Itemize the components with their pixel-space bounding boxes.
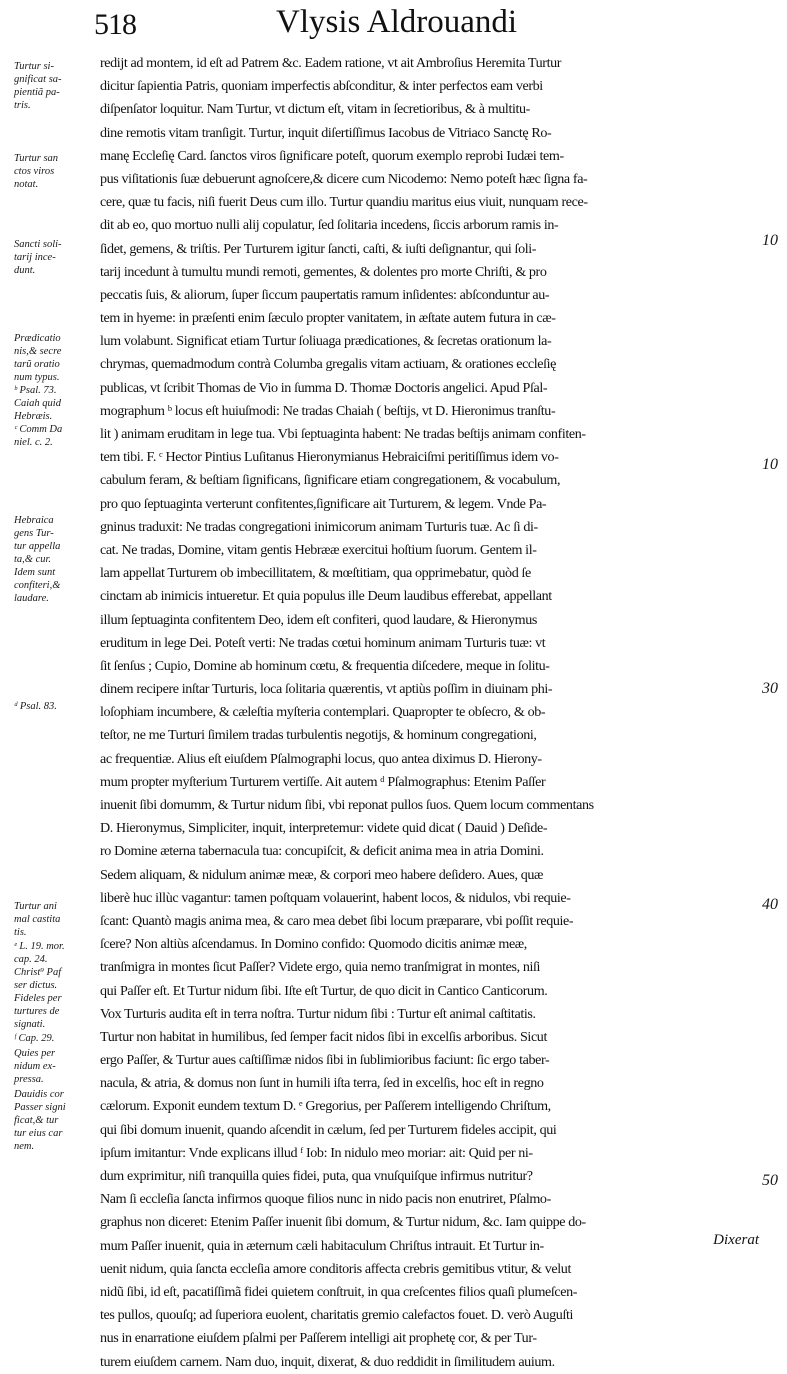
margin-note-quies [14, 1047, 98, 1086]
margin-note-line: Hebraica [14, 515, 54, 526]
text-line: D. Hieronymus, Simpliciter, inquit, interpretemur: videte quid dicat ( Dauid ) Deſide- [100, 820, 548, 837]
text-line: turem eiuſdem carnem. Nam duo, inquit, dixerat, & duo reddidit in ſimilitudem auium. [100, 1353, 555, 1370]
text-line: dum exprimitur, niſi tranquilla quies fidei, puta, qua vnuſquiſque infirmus nutritur? [100, 1168, 533, 1184]
text-line: ro Domine æterna tabernacula tua: concupiſcit, & deficit anima mea in atria Domini. [100, 843, 544, 860]
margin-note-line: laudare. [14, 593, 49, 604]
text-line: gninus traduxit: Ne tradas congregationi inimicorum animam Turturis tuæ. Ac ſi di- [100, 518, 538, 535]
margin-note-line: tris. [14, 100, 31, 111]
margin-note-line: Turtur ani [14, 901, 57, 912]
margin-note-line: pientiã pa- [14, 87, 60, 98]
margin-note-line: tur appella [14, 541, 61, 552]
text-line: cere, quæ tu facis, niſi fuerit Deus cum illo. Turtur quandiu maritus eius viuit, nunquam rece- [100, 194, 588, 211]
text-line: Nam ſi eccleſia ſancta infirmos quoque filios nunc in nido pacis non enutriret, Pſalmo- [100, 1191, 551, 1208]
margin-note-line: turtures de [14, 1006, 60, 1017]
text-line: tarij incedunt à tumultu mundi remoti, gementes, & dolentes pro morte Chriſti, & pro [100, 263, 547, 280]
catchword: Dixerat [713, 1232, 759, 1248]
margin-note-cap-29 [14, 1032, 98, 1045]
text-line: uenit nidum, quia ſancta eccleſia amore conditoris affecta crebris gemitibus vtitur, & velut [100, 1260, 571, 1277]
text-line: tes pullos, quouſq; ad ſuperiora euolent, charitatis gremio calefactos fouet. D. verò Auguſti [100, 1307, 574, 1324]
margin-note-line: Quies per [14, 1048, 56, 1059]
margin-note-line: ficat,& tur [14, 1115, 59, 1126]
text-line: tranſmigra in montes ſicut Paſſer? Videte ergo, quia nemo tranſmigrat in montes, niſi [100, 959, 541, 976]
text-line: inuenit ſibi domumm, & Turtur nidum ſibi, vbi reponat pullos ſuos. Quem locum commentans [100, 797, 594, 813]
margin-note-praedicationis [14, 332, 98, 449]
margin-note-line: Sancti soli- [14, 239, 62, 250]
text-line: liberè huc illùc vagantur: tamen poſtquam volauerint, habent locos, & nidulos, vbi requie- [100, 889, 571, 906]
margin-note-line: Turtur san [14, 153, 59, 164]
margin-note-line: ᵉ L. 19. mor. [14, 941, 65, 952]
margin-note-turtur-animal [14, 900, 98, 939]
margin-notes-column [14, 52, 98, 1252]
text-line: manę Eccleſię Card. ſanctos viros ſignificare poteſt, quorum exemplo reprobi Iudæi tem- [100, 147, 564, 164]
margin-note-line: gnificat sa- [14, 74, 62, 85]
text-line: publicas, vt ſcribit Thomas de Vio in ſumma D. Thomæ Doctoris angelici. Apud Pſal- [100, 379, 548, 396]
margin-note-line: mal castita [14, 914, 61, 925]
text-line: ac frequentiæ. Alius eſt eiuſdem Pſalmographi locus, quo antea diximus D. Hierony- [100, 750, 542, 767]
margin-note-line: notat. [14, 179, 39, 190]
text-line: cabulum feram, & beſtiam ſignificans, ſignificare etiam congregationem, & vocabulum, [100, 472, 561, 489]
margin-note-line: num typus. [14, 372, 60, 383]
text-line: pro quo ſeptuaginta verterunt confitentes,ſignificare ait Turturem, & legem. Vnde Pa- [100, 495, 547, 512]
text-line: ipſum imitantur: Vnde explicans illud ᶠ Iob: In nidulo meo moriar: ait: Quid per ni- [100, 1144, 533, 1161]
margin-note-line: Idem sunt [14, 567, 56, 578]
text-line: lum volabunt. Significat etiam Turtur ſoliuaga prædicationes, & ſecretas orationum la- [100, 333, 552, 350]
margin-note-line: cap. 24. [14, 954, 48, 965]
margin-note-line: nidum ex- [14, 1061, 56, 1072]
margin-note-line: nis,& secre [14, 346, 62, 357]
margin-note-line: Hebræis. [14, 411, 53, 422]
text-line: pus viſitationis ſuæ debuerunt agnoſcere,& dicere cum Nicodemo: Nemo poteſt hæc ſigna fa- [100, 170, 588, 187]
text-line: qui Paſſer eſt. Et Turtur nidum ſibi. Iſte eſt Turtur, de quo dicit in Cantico Canticorum. [100, 982, 548, 999]
margin-note-line: ᵈ Psal. 83. [14, 701, 57, 712]
text-line: chrymas, quemadmodum contrà Columba gregalis vitam actiuam, & orationes eccleſię [100, 356, 557, 373]
margin-note-line: Fideles per [14, 993, 62, 1004]
text-line: mographum ᵇ locus eſt huiuſmodi: Ne tradas Chaiah ( beſtijs, vt D. Hieronimus tranſtu- [100, 402, 556, 419]
margin-note-line: tarij ince- [14, 252, 56, 263]
text-line: Vox Turturis audita eſt in terra noſtra. Turtur nidum ſibi : Turtur eſt animal caſtitatis. [100, 1005, 536, 1022]
text-line: loſophiam incumbere, & cæleſtia myſteria contemplari. Quapropter te obſecro, & ob- [100, 704, 546, 721]
line-number-marker: 10 [762, 232, 778, 249]
margin-note-line: Caiah quid [14, 398, 61, 409]
text-line: dit ab eo, quo mortuo nulli alij copulatur, ſed ſolitaria incedens, ſiccis arborum ramis in- [100, 217, 559, 234]
margin-note-line: Christ⁹ Paf [14, 967, 62, 978]
text-line: nidũ ſibi, id eſt, pacatiſſimã fidei quietem conſtruit, in qua creſcentes filios quaſi plumeſcen- [100, 1283, 578, 1300]
text-line: ſidet, gemens, & triſtis. Per Turturem igitur ſancti, caſti, & iuſti deſignantur, qui ſoli- [100, 240, 537, 257]
text-line: dicitur ſapientia Patris, quoniam imperfectis abſconditur, & inter perfectos eam verbi [100, 78, 543, 95]
margin-note-line: pressa. [14, 1074, 44, 1085]
margin-note-l19-mor [14, 940, 98, 1031]
text-line: qui ſibi domum inuenit, quando aſcendit in cælum, ſed per Turturem fideles accipit, qui [100, 1121, 557, 1138]
text-line: dine remotis vitam tranſigit. Turtur, inquit diſertiſſimus Iacobus de Vitriaco Sanctę Ro- [100, 124, 552, 141]
margin-note-line: ctos viros [14, 166, 55, 177]
running-title: Vlysis Aldrouandi [276, 4, 518, 40]
margin-note-line: ta,& cur. [14, 554, 52, 565]
margin-note-line: niel. c. 2. [14, 437, 53, 448]
margin-note-line: tis. [14, 927, 27, 938]
margin-note-turtur-significat [14, 60, 98, 112]
text-line: cinctam ab inimicis intueretur. Et quia populus ille Deum laudibus efferebat, appellant [100, 588, 552, 605]
page-header [0, 2, 787, 46]
text-line: illum ſeptuaginta confitentem Deo, idem eſt confiteri, quod laudare, & Hieronymus [100, 611, 537, 628]
margin-note-line: ᵇ Psal. 73. [14, 385, 57, 396]
margin-note-line: nem. [14, 1141, 35, 1152]
line-number-marker: 40 [762, 896, 778, 913]
text-line: ſcant: Quantò magis anima mea, & caro mea debet ſibi locum præparare, vbi poſſit requie- [100, 912, 574, 929]
line-number-marker: 10 [762, 456, 778, 473]
text-line: nus in enarratione eiuſdem pſalmi per Paſſerem intelligi ait prophetę cor, & per Tur- [100, 1330, 537, 1347]
line-number-marker: 50 [762, 1172, 778, 1189]
text-line: mum propter myſterium Turturem vertiſſe. Ait autem ᵈ Pſalmographus: Etenim Paſſer [100, 773, 546, 790]
text-line: ergo Paſſer, & Turtur aues caſtiſſimæ nidos ſibi in ſublimioribus faciunt: ſic ergo taber- [100, 1052, 550, 1069]
text-line: teſtor, ne me Turturi ſimilem tradas turbulentis negotijs, & hominum congregationi, [100, 727, 537, 744]
margin-note-turtur-sanctos [14, 152, 98, 191]
text-line: dinem recipere inſtar Turturis, loca ſolitaria quærentis, vt aptiùs poſſim in diuinam phi- [100, 681, 553, 698]
text-line: Turtur non habitat in humilibus, ſed ſemper facit nidos ſibi in excelſis arboribus. Sicut [100, 1028, 547, 1045]
margin-note-line: tur eius car [14, 1128, 63, 1139]
text-line: tem in hyeme: in præſenti enim ſæculo propter vanitatem, in æſtate autem futura in cæ- [100, 310, 556, 327]
margin-note-line: Passer signi [14, 1102, 66, 1113]
margin-note-line: signati. [14, 1019, 46, 1030]
text-line: redijt ad montem, id eſt ad Patrem &c. Eadem ratione, vt ait Ambroſius Heremita Turtur [100, 55, 562, 71]
margin-note-psal-83 [14, 700, 98, 713]
margin-note-line: Prædicatio [14, 333, 61, 344]
margin-note-line: dunt. [14, 265, 36, 276]
margin-note-line: ser dictus. [14, 980, 58, 991]
line-number-marker: 30 [762, 680, 778, 697]
text-line: lam appellat Turturem ob imbecillitatem, & mœſtitiam, qua opprimebatur, quòd ſe [100, 565, 531, 582]
text-line: cat. Ne tradas, Domine, vitam gentis Hebrææ exercitui hoſtium ſuorum. Gentem il- [100, 541, 537, 558]
margin-note-line: confiteri,& [14, 580, 61, 591]
text-line: ſit ſenſus ; Cupio, Domine ab hominum cœtu, & frequentia diſcedere, meque in ſolitu- [100, 657, 550, 674]
margin-note-line: Turtur si- [14, 61, 54, 72]
margin-note-sancti-solitarii [14, 238, 98, 277]
margin-note-dauidis [14, 1088, 98, 1153]
text-line: eruditum in lege Dei. Poteſt verti: Ne tradas cœtui hominum animam Turturis tuæ: vt [100, 634, 546, 651]
text-line: tem tibi. F. ᶜ Hector Pintius Luſitanus Hieronymianus Hebraiciſmi peritiſſimus idem vo- [100, 449, 559, 466]
text-line: peccatis ſuis, & aliorum, ſuper ſiccum paupertatis ramum inſidentes: abſconduntur au- [100, 286, 550, 303]
text-line: cælorum. Exponit eundem textum D. ᵉ Gregorius, per Paſſerem intelligendo Chriſtum, [100, 1098, 551, 1115]
text-line: graphus non diceret: Etenim Paſſer inuenit ſibi domum, & Turtur nidum, &c. Iam quippe do- [100, 1214, 586, 1231]
page-number: 518 [94, 8, 136, 41]
text-line: diſpenſator loquitur. Nam Turtur, vt dictum eſt, vitam in ſecretioribus, & à multitu- [100, 101, 530, 118]
text-line: mum Paſſer inuenit, quia in æternum cæli habitaculum Chriſtus intrauit. Et Turtur in- [100, 1237, 544, 1254]
margin-note-line: ᶠ Cap. 29. [14, 1033, 55, 1044]
main-text-column [100, 52, 768, 1374]
text-line: Sedem aliquam, & nidulum animæ meæ, & corpori meo habere deſidero. Aues, quæ [100, 866, 544, 883]
margin-note-line: tarũ oratio [14, 359, 60, 370]
margin-note-line: gens Tur- [14, 528, 54, 539]
margin-note-line: ᶜ Comm Da [14, 424, 63, 435]
text-line: lit ) animam eruditam in lege tua. Vbi ſeptuaginta habent: Ne tradas beſtijs animam confiten- [100, 426, 586, 442]
text-line: nacula, & atria, & domus non ſunt in humili iſta terra, ſed in excelſis, hoc eſt in regno [100, 1075, 544, 1092]
margin-note-hebraica-gens [14, 514, 98, 605]
margin-note-line: Dauidis cor [14, 1089, 64, 1100]
text-line: ſcere? Non altiùs aſcendamus. In Domino confido: Quomodo dicitis animæ meæ, [100, 936, 527, 953]
